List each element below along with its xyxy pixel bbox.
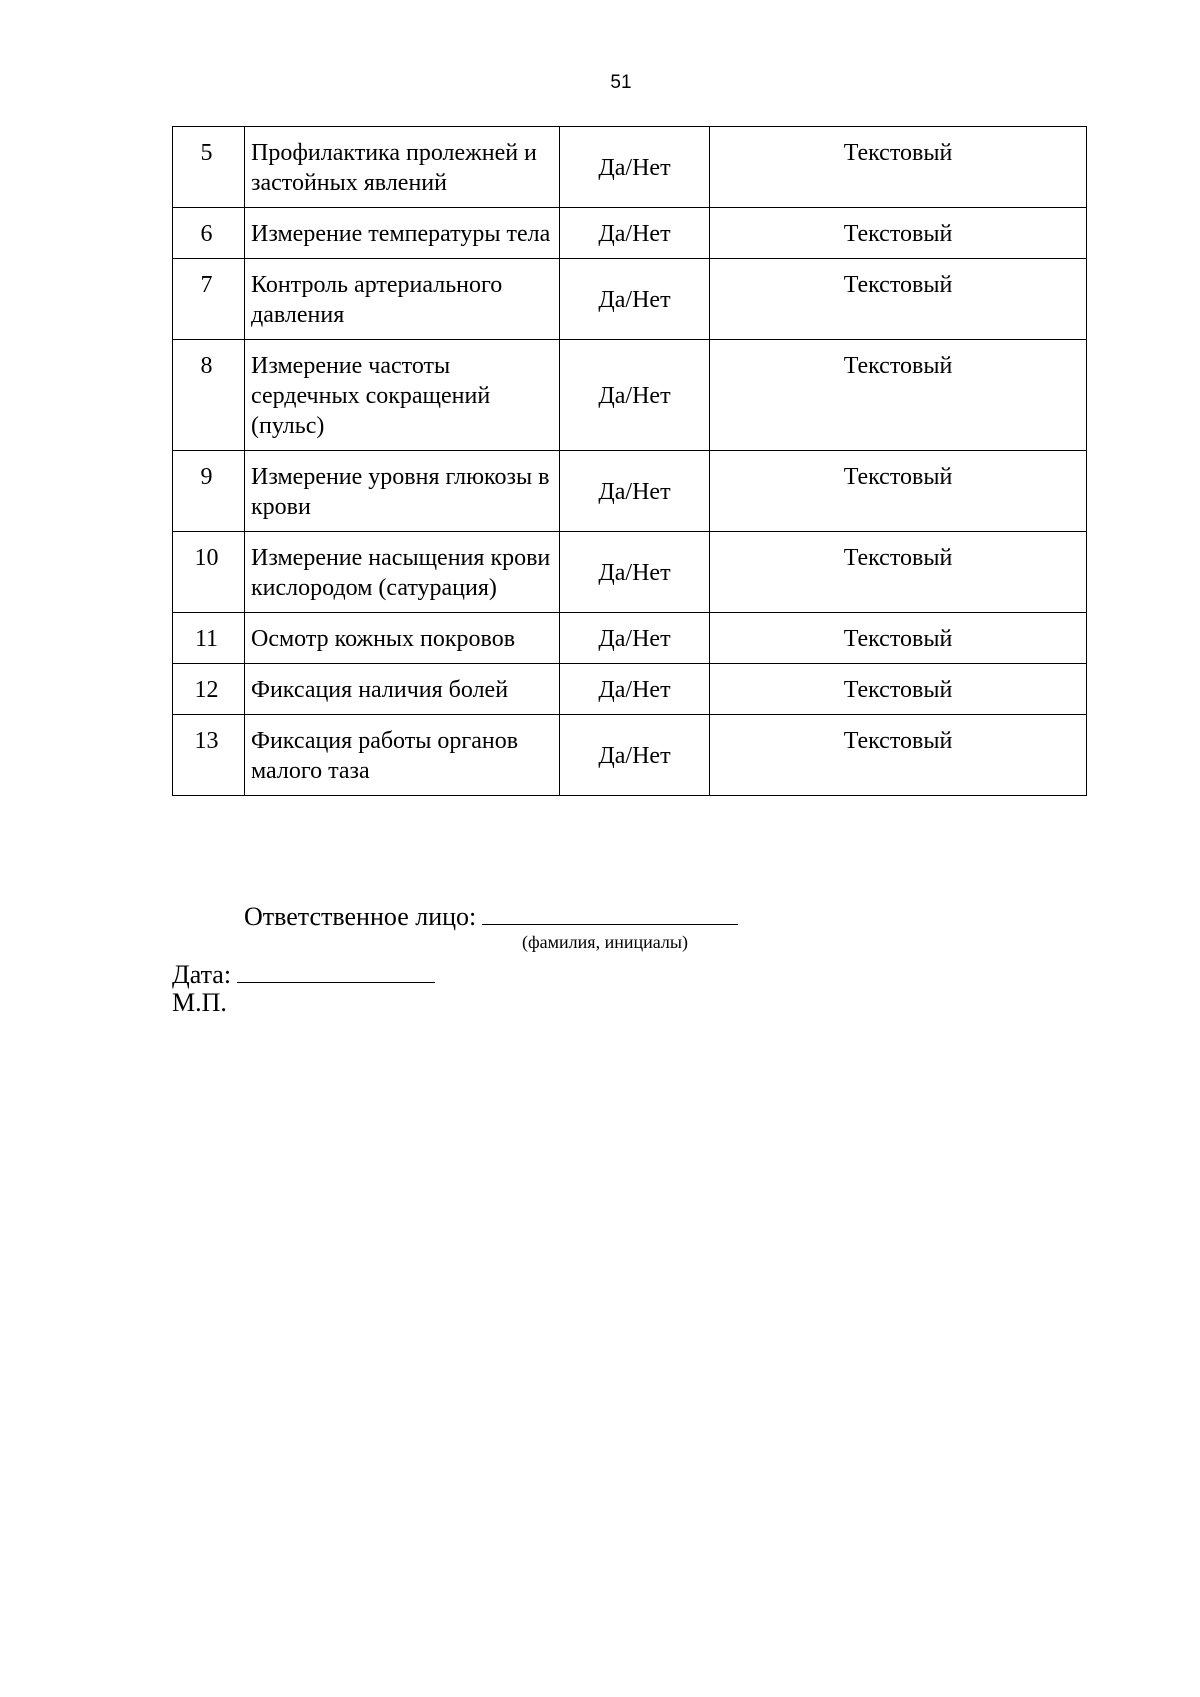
items-table <box>172 126 1087 796</box>
row-format: Текстовый <box>710 340 1087 451</box>
row-name: Контроль артериального давления <box>245 259 560 340</box>
responsible-hint: (фамилия, инициалы) <box>522 932 688 952</box>
responsible-signature-field[interactable] <box>482 898 738 925</box>
row-number: 13 <box>173 715 245 796</box>
row-format: Текстовый <box>710 664 1087 715</box>
row-number: 9 <box>173 451 245 532</box>
page-number: 51 <box>610 72 632 93</box>
table-row <box>173 259 1087 340</box>
row-answer-type: Да/Нет <box>560 127 710 208</box>
row-format: Текстовый <box>710 259 1087 340</box>
row-format: Текстовый <box>710 451 1087 532</box>
row-format: Текстовый <box>710 532 1087 613</box>
row-name: Измерение насыщения крови кислородом (сатурация) <box>245 532 560 613</box>
row-name: Профилактика пролежней и застойных явлений <box>245 127 560 208</box>
row-format: Текстовый <box>710 715 1087 796</box>
row-name: Фиксация работы органов малого таза <box>245 715 560 796</box>
row-name: Измерение частоты сердечных сокращений (пульс) <box>245 340 560 451</box>
table-row <box>173 613 1087 664</box>
row-answer-type: Да/Нет <box>560 613 710 664</box>
table-row <box>173 208 1087 259</box>
table-row <box>173 532 1087 613</box>
row-name: Осмотр кожных покровов <box>245 613 560 664</box>
table-row <box>173 127 1087 208</box>
table-row <box>173 340 1087 451</box>
row-number: 7 <box>173 259 245 340</box>
row-answer-type: Да/Нет <box>560 451 710 532</box>
row-answer-type: Да/Нет <box>560 664 710 715</box>
row-number: 8 <box>173 340 245 451</box>
row-name: Фиксация наличия болей <box>245 664 560 715</box>
row-number: 11 <box>173 613 245 664</box>
table-row <box>173 664 1087 715</box>
responsible-person-line <box>244 898 738 932</box>
date-line <box>172 956 435 990</box>
stamp-label: М.П. <box>172 988 227 1017</box>
row-answer-type: Да/Нет <box>560 208 710 259</box>
date-label: Дата: <box>172 960 232 989</box>
row-format: Текстовый <box>710 613 1087 664</box>
row-answer-type: Да/Нет <box>560 259 710 340</box>
row-name: Измерение температуры тела <box>245 208 560 259</box>
row-format: Текстовый <box>710 127 1087 208</box>
row-name: Измерение уровня глюкозы в крови <box>245 451 560 532</box>
row-answer-type: Да/Нет <box>560 715 710 796</box>
date-field[interactable] <box>237 956 435 983</box>
responsible-label: Ответственное лицо: <box>244 902 477 931</box>
row-format: Текстовый <box>710 208 1087 259</box>
row-number: 5 <box>173 127 245 208</box>
row-number: 12 <box>173 664 245 715</box>
row-number: 6 <box>173 208 245 259</box>
table-row <box>173 451 1087 532</box>
table-row <box>173 715 1087 796</box>
row-answer-type: Да/Нет <box>560 340 710 451</box>
row-answer-type: Да/Нет <box>560 532 710 613</box>
row-number: 10 <box>173 532 245 613</box>
